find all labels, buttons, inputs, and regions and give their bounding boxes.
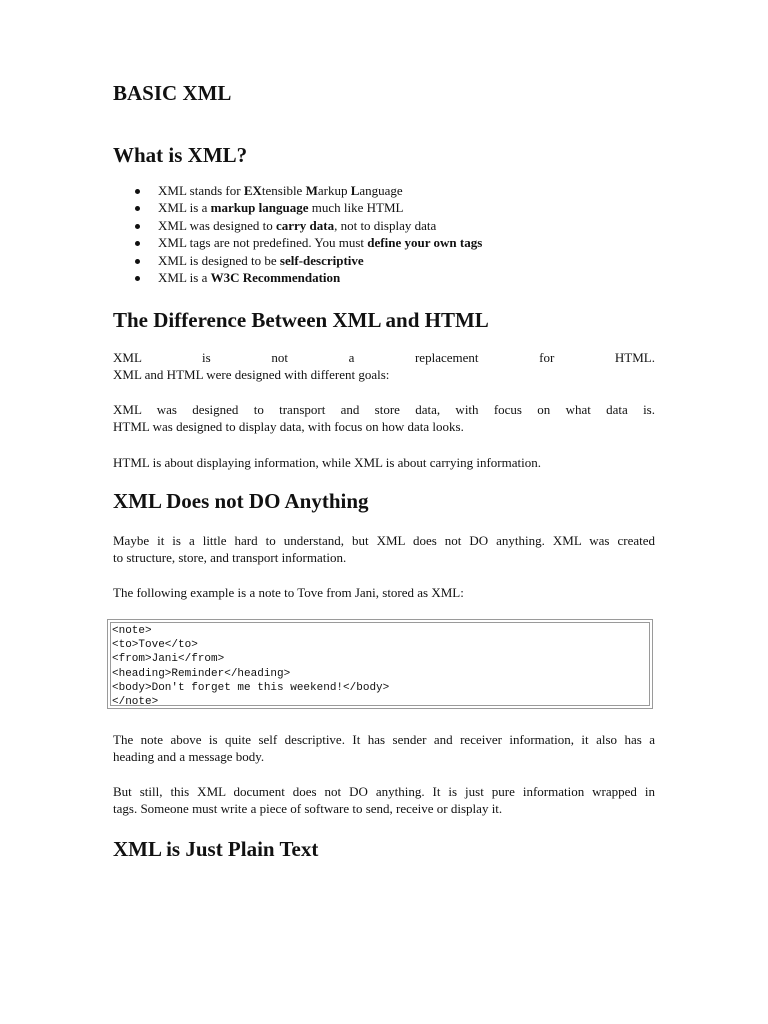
bullet-icon (135, 276, 140, 281)
bullet-icon (135, 189, 140, 194)
paragraph: XML is not a replacement for HTML. XML and HTML were designed with different goals: (113, 350, 655, 382)
list-item: XML was designed to carry data, not to display data (113, 217, 482, 234)
paragraph: The note above is quite self descriptive. It has sender and receiver information, it also has a heading and a message body. (113, 732, 655, 764)
paragraph: The following example is a note to Tove from Jani, stored as XML: (113, 585, 464, 600)
paragraph: XML was designed to transport and store data, with focus on what data is. HTML was designed to display data, with focus on how data looks. (113, 402, 655, 434)
list-item: XML stands for EXtensible Markup Language (113, 182, 482, 199)
code-line: <body>Don't forget me this weekend!</body> (112, 681, 390, 694)
section-heading-does-not-do-anything: XML Does not DO Anything (113, 489, 369, 513)
paragraph: But still, this XML document does not DO anything. It is just pure information wrapped in tags. Someone must write a piece of software to send, receive or display it. (113, 784, 655, 816)
code-block (110, 622, 650, 709)
code-line: <to>Tove</to> (112, 639, 198, 652)
code-line: <from>Jani</from> (112, 653, 225, 666)
code-line: <note> (112, 625, 152, 637)
list-item: XML is a W3C Recommendation (113, 269, 482, 286)
code-line: </note> (112, 696, 159, 709)
list-item: XML is designed to be self-descriptive (113, 252, 482, 269)
bullet-icon (135, 224, 140, 229)
paragraph: Maybe it is a little hard to understand, but XML does not DO anything. XML was created to structure, store, and transport information. (113, 533, 655, 565)
list-item: XML tags are not predefined. You must define your own tags (113, 234, 482, 251)
code-line: <heading>Reminder</heading> (112, 667, 291, 680)
paragraph: HTML is about displaying information, while XML is about carrying information. (113, 455, 541, 470)
bullet-icon (135, 259, 140, 264)
bullet-icon (135, 206, 140, 211)
bullet-icon (135, 241, 140, 246)
xml-code-example (107, 619, 653, 709)
section-heading-what-is-xml: What is XML? (113, 143, 248, 167)
section-heading-difference: The Difference Between XML and HTML (113, 308, 489, 332)
section-heading-plain-text: XML is Just Plain Text (113, 837, 319, 861)
document-title: BASIC XML (113, 81, 232, 105)
list-item: XML is a markup language much like HTML (113, 199, 482, 216)
xml-facts-list (113, 182, 482, 286)
